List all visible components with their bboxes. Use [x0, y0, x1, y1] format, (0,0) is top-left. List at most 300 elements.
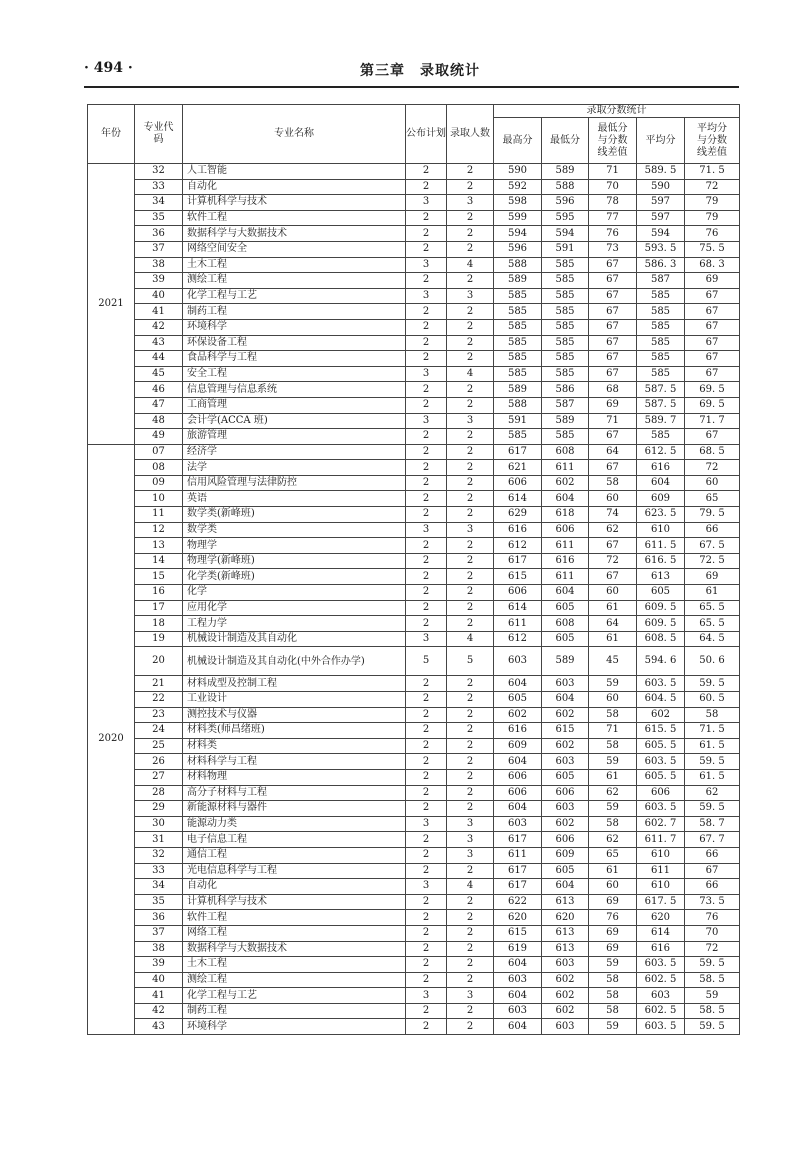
cell-avg: 616. 5 [637, 553, 685, 569]
cell-admitted: 2 [447, 616, 494, 632]
cell-code: 12 [135, 522, 183, 538]
cell-plan: 3 [406, 413, 447, 429]
cell-max: 588 [494, 397, 542, 413]
cell-plan: 2 [406, 925, 447, 941]
cell-min-diff: 62 [589, 832, 637, 848]
cell-min: 605 [542, 600, 589, 616]
cell-plan: 2 [406, 210, 447, 226]
cell-avg: 602. 7 [637, 816, 685, 832]
cell-name: 经济学 [183, 444, 406, 460]
cell-avg-diff: 58 [685, 707, 740, 723]
cell-admitted: 2 [447, 863, 494, 879]
cell-avg: 612. 5 [637, 444, 685, 460]
cell-admitted: 4 [447, 257, 494, 273]
cell-admitted: 2 [447, 538, 494, 554]
cell-min-diff: 61 [589, 769, 637, 785]
cell-max: 594 [494, 226, 542, 242]
table-row [88, 585, 740, 601]
cell-code: 42 [135, 1003, 183, 1019]
cell-min: 602 [542, 816, 589, 832]
cell-max: 604 [494, 801, 542, 817]
cell-avg-diff: 59. 5 [685, 676, 740, 692]
cell-plan: 2 [406, 569, 447, 585]
table-row [88, 444, 740, 460]
cell-max: 602 [494, 707, 542, 723]
cell-min-diff: 67 [589, 429, 637, 445]
cell-plan: 3 [406, 988, 447, 1004]
cell-min: 616 [542, 553, 589, 569]
cell-min-diff: 68 [589, 382, 637, 398]
cell-name: 人工智能 [183, 164, 406, 180]
cell-code: 36 [135, 910, 183, 926]
cell-min: 603 [542, 754, 589, 770]
cell-min-diff: 60 [589, 692, 637, 708]
cell-name: 新能源材料与器件 [183, 801, 406, 817]
cell-max: 585 [494, 429, 542, 445]
cell-admitted: 2 [447, 553, 494, 569]
cell-avg: 603. 5 [637, 754, 685, 770]
cell-avg: 585 [637, 304, 685, 320]
cell-code: 45 [135, 366, 183, 382]
cell-admitted: 2 [447, 319, 494, 335]
cell-name: 信用风险管理与法律防控 [183, 475, 406, 491]
cell-code: 46 [135, 382, 183, 398]
cell-avg: 587. 5 [637, 382, 685, 398]
cell-avg-diff: 67. 7 [685, 832, 740, 848]
cell-max: 604 [494, 1019, 542, 1035]
cell-plan: 2 [406, 538, 447, 554]
cell-avg: 597 [637, 195, 685, 211]
cell-max: 620 [494, 910, 542, 926]
cell-avg-diff: 67 [685, 351, 740, 367]
cell-max: 599 [494, 210, 542, 226]
cell-avg: 597 [637, 210, 685, 226]
cell-max: 591 [494, 413, 542, 429]
table-row [88, 1019, 740, 1035]
cell-name: 通信工程 [183, 847, 406, 863]
cell-name: 工程力学 [183, 616, 406, 632]
cell-min: 591 [542, 241, 589, 257]
cell-min: 604 [542, 491, 589, 507]
cell-avg-diff: 70 [685, 925, 740, 941]
cell-name: 测控技术与仪器 [183, 707, 406, 723]
chapter-title: 第三章 录取统计 [360, 63, 480, 79]
cell-plan: 2 [406, 444, 447, 460]
cell-admitted: 2 [447, 894, 494, 910]
table-row [88, 707, 740, 723]
cell-code: 40 [135, 972, 183, 988]
cell-name: 土木工程 [183, 257, 406, 273]
cell-min-diff: 58 [589, 816, 637, 832]
header-code: 专业代码 [135, 105, 183, 164]
cell-name: 数据科学与大数据技术 [183, 941, 406, 957]
cell-min: 586 [542, 382, 589, 398]
cell-min-diff: 59 [589, 676, 637, 692]
cell-min: 611 [542, 460, 589, 476]
cell-max: 588 [494, 257, 542, 273]
cell-name: 英语 [183, 491, 406, 507]
cell-admitted: 3 [447, 847, 494, 863]
cell-code: 31 [135, 832, 183, 848]
cell-avg-diff: 69 [685, 569, 740, 585]
cell-name: 化学工程与工艺 [183, 288, 406, 304]
cell-min: 609 [542, 847, 589, 863]
cell-max: 606 [494, 475, 542, 491]
cell-admitted: 2 [447, 475, 494, 491]
cell-plan: 2 [406, 847, 447, 863]
table-row [88, 631, 740, 647]
cell-avg-diff: 58. 7 [685, 816, 740, 832]
cell-avg: 603. 5 [637, 801, 685, 817]
cell-code: 38 [135, 941, 183, 957]
cell-avg-diff: 67 [685, 366, 740, 382]
table-row [88, 288, 740, 304]
cell-plan: 3 [406, 522, 447, 538]
cell-min-diff: 64 [589, 444, 637, 460]
cell-min: 613 [542, 941, 589, 957]
cell-min-diff: 77 [589, 210, 637, 226]
cell-name: 信息管理与信息系统 [183, 382, 406, 398]
cell-min-diff: 67 [589, 366, 637, 382]
cell-avg-diff: 67 [685, 319, 740, 335]
table-row [88, 382, 740, 398]
cell-admitted: 2 [447, 351, 494, 367]
cell-code: 19 [135, 631, 183, 647]
cell-code: 32 [135, 164, 183, 180]
cell-plan: 2 [406, 1003, 447, 1019]
page-header [84, 60, 734, 84]
cell-admitted: 2 [447, 925, 494, 941]
cell-plan: 2 [406, 769, 447, 785]
cell-code: 39 [135, 957, 183, 973]
cell-name: 测绘工程 [183, 273, 406, 289]
cell-plan: 2 [406, 723, 447, 739]
cell-name: 计算机科学与技术 [183, 894, 406, 910]
cell-avg-diff: 59. 5 [685, 1019, 740, 1035]
cell-avg: 609 [637, 491, 685, 507]
cell-admitted: 2 [447, 723, 494, 739]
cell-name: 环境科学 [183, 1019, 406, 1035]
cell-plan: 2 [406, 164, 447, 180]
cell-avg-diff: 72 [685, 179, 740, 195]
cell-avg: 585 [637, 429, 685, 445]
cell-min: 611 [542, 538, 589, 554]
cell-avg-diff: 73. 5 [685, 894, 740, 910]
cell-admitted: 2 [447, 600, 494, 616]
table-row [88, 397, 740, 413]
table-row [88, 319, 740, 335]
cell-admitted: 2 [447, 241, 494, 257]
table-row [88, 723, 740, 739]
cell-plan: 5 [406, 647, 447, 676]
cell-avg-diff: 69. 5 [685, 382, 740, 398]
cell-min-diff: 69 [589, 925, 637, 941]
cell-avg-diff: 66 [685, 522, 740, 538]
cell-name: 网络空间安全 [183, 241, 406, 257]
cell-avg: 587. 5 [637, 397, 685, 413]
header-max: 最高分 [494, 118, 542, 164]
cell-avg: 616 [637, 941, 685, 957]
cell-plan: 3 [406, 631, 447, 647]
cell-avg-diff: 65 [685, 491, 740, 507]
cell-code: 33 [135, 863, 183, 879]
cell-avg-diff: 59. 5 [685, 754, 740, 770]
table-header [88, 105, 740, 164]
cell-name: 网络工程 [183, 925, 406, 941]
cell-max: 617 [494, 832, 542, 848]
cell-admitted: 2 [447, 676, 494, 692]
cell-name: 机械设计制造及其自动化(中外合作办学) [183, 647, 406, 676]
table-row [88, 351, 740, 367]
cell-avg-diff: 67 [685, 863, 740, 879]
cell-plan: 2 [406, 801, 447, 817]
cell-plan: 2 [406, 475, 447, 491]
cell-min-diff: 67 [589, 569, 637, 585]
cell-admitted: 2 [447, 460, 494, 476]
table-row [88, 600, 740, 616]
cell-plan: 3 [406, 257, 447, 273]
cell-name: 工业设计 [183, 692, 406, 708]
cell-plan: 2 [406, 507, 447, 523]
cell-admitted: 3 [447, 832, 494, 848]
cell-min: 585 [542, 335, 589, 351]
table-row [88, 847, 740, 863]
cell-min: 605 [542, 631, 589, 647]
cell-plan: 2 [406, 304, 447, 320]
cell-min: 585 [542, 273, 589, 289]
cell-max: 585 [494, 366, 542, 382]
cell-min-diff: 67 [589, 304, 637, 320]
table-row [88, 257, 740, 273]
cell-avg: 615. 5 [637, 723, 685, 739]
cell-code: 47 [135, 397, 183, 413]
table-row [88, 553, 740, 569]
cell-max: 585 [494, 335, 542, 351]
cell-admitted: 2 [447, 444, 494, 460]
cell-plan: 2 [406, 585, 447, 601]
cell-avg: 585 [637, 288, 685, 304]
cell-avg-diff: 59. 5 [685, 957, 740, 973]
cell-name: 材料成型及控制工程 [183, 676, 406, 692]
cell-plan: 2 [406, 600, 447, 616]
cell-min-diff: 62 [589, 522, 637, 538]
cell-avg-diff: 66 [685, 847, 740, 863]
cell-min: 585 [542, 319, 589, 335]
table-row [88, 863, 740, 879]
cell-max: 622 [494, 894, 542, 910]
cell-min-diff: 58 [589, 988, 637, 1004]
cell-avg-diff: 60. 5 [685, 692, 740, 708]
cell-min: 585 [542, 429, 589, 445]
cell-avg: 594 [637, 226, 685, 242]
cell-min: 606 [542, 522, 589, 538]
cell-name: 安全工程 [183, 366, 406, 382]
cell-avg-diff: 64. 5 [685, 631, 740, 647]
cell-min-diff: 69 [589, 894, 637, 910]
cell-admitted: 2 [447, 335, 494, 351]
cell-name: 工商管理 [183, 397, 406, 413]
cell-avg: 585 [637, 366, 685, 382]
cell-name: 数学类 [183, 522, 406, 538]
cell-min: 588 [542, 179, 589, 195]
header-name: 专业名称 [183, 105, 406, 164]
cell-avg-diff: 59. 5 [685, 801, 740, 817]
cell-avg: 585 [637, 351, 685, 367]
table-row [88, 910, 740, 926]
cell-min: 585 [542, 366, 589, 382]
cell-code: 42 [135, 319, 183, 335]
cell-admitted: 4 [447, 879, 494, 895]
cell-max: 590 [494, 164, 542, 180]
cell-min: 613 [542, 894, 589, 910]
cell-min: 603 [542, 801, 589, 817]
cell-min-diff: 60 [589, 491, 637, 507]
cell-admitted: 2 [447, 785, 494, 801]
header-min-diff: 最低分与分数线差值 [589, 118, 637, 164]
cell-min-diff: 67 [589, 319, 637, 335]
table-row [88, 491, 740, 507]
table-row [88, 754, 740, 770]
cell-min-diff: 61 [589, 600, 637, 616]
cell-admitted: 2 [447, 273, 494, 289]
cell-min: 602 [542, 1003, 589, 1019]
cell-avg: 610 [637, 522, 685, 538]
cell-plan: 2 [406, 491, 447, 507]
cell-min: 595 [542, 210, 589, 226]
cell-min: 611 [542, 569, 589, 585]
cell-avg: 603. 5 [637, 676, 685, 692]
cell-name: 材料类(师昌绪班) [183, 723, 406, 739]
cell-admitted: 2 [447, 226, 494, 242]
cell-name: 计算机科学与技术 [183, 195, 406, 211]
table-row [88, 676, 740, 692]
cell-max: 604 [494, 988, 542, 1004]
cell-plan: 2 [406, 397, 447, 413]
cell-min-diff: 76 [589, 910, 637, 926]
cell-code: 28 [135, 785, 183, 801]
cell-plan: 2 [406, 335, 447, 351]
cell-name: 软件工程 [183, 210, 406, 226]
cell-code: 49 [135, 429, 183, 445]
cell-avg: 602. 5 [637, 972, 685, 988]
cell-admitted: 2 [447, 585, 494, 601]
cell-code: 35 [135, 894, 183, 910]
cell-code: 43 [135, 1019, 183, 1035]
cell-min-diff: 67 [589, 538, 637, 554]
cell-admitted: 2 [447, 692, 494, 708]
cell-min-diff: 67 [589, 460, 637, 476]
cell-max: 621 [494, 460, 542, 476]
cell-max: 585 [494, 351, 542, 367]
cell-avg-diff: 67. 5 [685, 538, 740, 554]
table-row [88, 816, 740, 832]
cell-name: 化学 [183, 585, 406, 601]
cell-avg-diff: 66 [685, 879, 740, 895]
cell-name: 数学类(新峰班) [183, 507, 406, 523]
cell-plan: 2 [406, 351, 447, 367]
cell-min: 585 [542, 288, 589, 304]
cell-name: 测绘工程 [183, 972, 406, 988]
cell-max: 617 [494, 553, 542, 569]
cell-admitted: 3 [447, 413, 494, 429]
cell-min-diff: 58 [589, 1003, 637, 1019]
cell-avg: 623. 5 [637, 507, 685, 523]
cell-max: 617 [494, 879, 542, 895]
cell-avg-diff: 60 [685, 475, 740, 491]
cell-code: 27 [135, 769, 183, 785]
cell-plan: 2 [406, 553, 447, 569]
cell-max: 604 [494, 754, 542, 770]
table-row [88, 366, 740, 382]
cell-min-diff: 76 [589, 226, 637, 242]
cell-max: 603 [494, 647, 542, 676]
cell-code: 09 [135, 475, 183, 491]
cell-min: 602 [542, 707, 589, 723]
cell-code: 39 [135, 273, 183, 289]
table-row [88, 769, 740, 785]
table-row [88, 241, 740, 257]
header-avg: 平均分 [637, 118, 685, 164]
table-row [88, 569, 740, 585]
cell-min-diff: 67 [589, 335, 637, 351]
cell-name: 高分子材料与工程 [183, 785, 406, 801]
cell-admitted: 2 [447, 210, 494, 226]
cell-min-diff: 61 [589, 631, 637, 647]
cell-code: 33 [135, 179, 183, 195]
cell-code: 32 [135, 847, 183, 863]
cell-plan: 2 [406, 692, 447, 708]
cell-max: 605 [494, 692, 542, 708]
table-row [88, 179, 740, 195]
cell-avg: 616 [637, 460, 685, 476]
cell-code: 17 [135, 600, 183, 616]
table-row [88, 429, 740, 445]
table-row [88, 832, 740, 848]
cell-avg-diff: 72. 5 [685, 553, 740, 569]
cell-min-diff: 64 [589, 616, 637, 632]
cell-avg-diff: 68. 5 [685, 444, 740, 460]
cell-avg-diff: 71. 5 [685, 723, 740, 739]
cell-min-diff: 60 [589, 879, 637, 895]
table-row [88, 335, 740, 351]
table-body [88, 164, 740, 1035]
cell-plan: 3 [406, 366, 447, 382]
cell-min-diff: 71 [589, 413, 637, 429]
cell-code: 23 [135, 707, 183, 723]
table-row [88, 538, 740, 554]
table-row [88, 879, 740, 895]
cell-min-diff: 58 [589, 475, 637, 491]
cell-max: 604 [494, 957, 542, 973]
cell-avg-diff: 67 [685, 304, 740, 320]
cell-min-diff: 60 [589, 585, 637, 601]
cell-avg-diff: 67 [685, 288, 740, 304]
cell-min-diff: 59 [589, 801, 637, 817]
table-row [88, 894, 740, 910]
cell-avg: 620 [637, 910, 685, 926]
cell-plan: 2 [406, 785, 447, 801]
cell-admitted: 2 [447, 1003, 494, 1019]
cell-min: 613 [542, 925, 589, 941]
cell-admitted: 4 [447, 366, 494, 382]
cell-admitted: 2 [447, 738, 494, 754]
cell-code: 20 [135, 647, 183, 676]
cell-plan: 3 [406, 816, 447, 832]
cell-plan: 2 [406, 179, 447, 195]
cell-plan: 2 [406, 754, 447, 770]
cell-min-diff: 59 [589, 957, 637, 973]
cell-avg: 589. 5 [637, 164, 685, 180]
